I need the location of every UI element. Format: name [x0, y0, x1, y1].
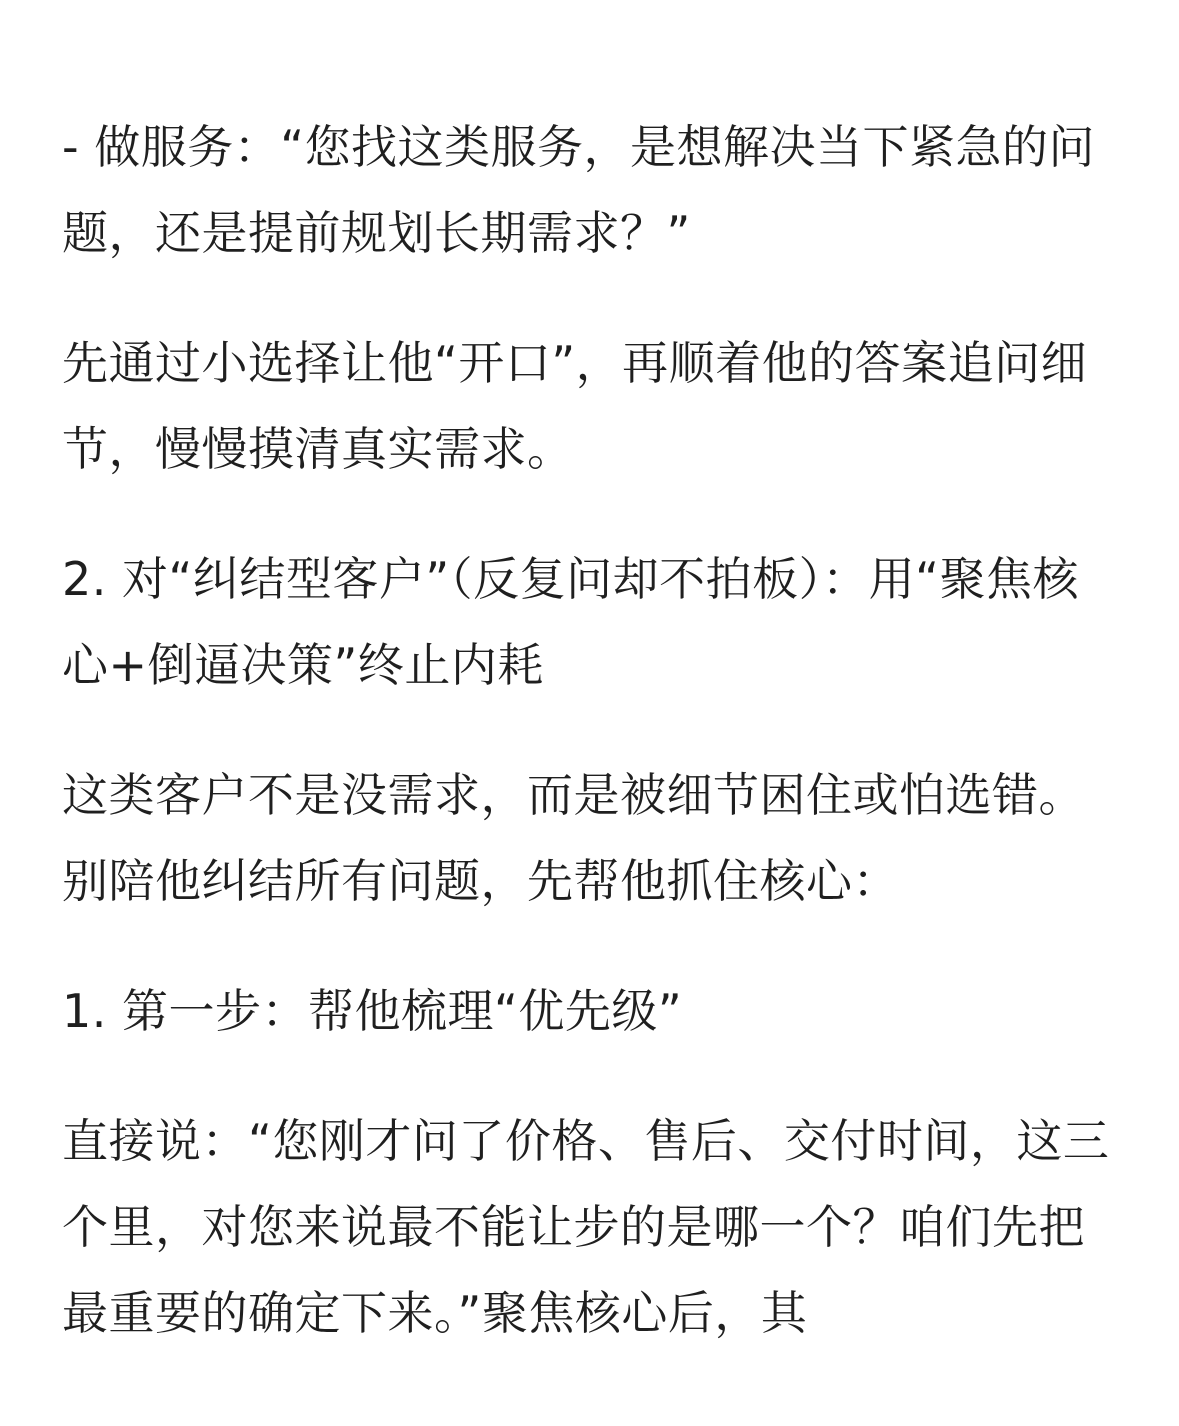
- paragraph-hesitant-client: 这类客户不是没需求，而是被细节困住或怕选错。别陪他纠结所有问题，先帮他抓住核心：: [62, 768, 1085, 908]
- paragraph-direct-question: 直接说：“您刚才问了价格、售后、交付时间，这三个里，对您来说最不能让步的是哪一个？咱们先把最重要的确定下来。”聚焦核心后，其: [62, 1114, 1110, 1340]
- paragraph-section-2-heading: 2. 对“纠结型客户”（反复问却不拍板）：用“聚焦核心+倒逼决策”终止内耗: [62, 552, 1080, 692]
- paragraph-step-1-heading: 1. 第一步：帮他梳理“优先级”: [62, 984, 683, 1038]
- paragraph-small-choice: 先通过小选择让他“开口”，再顺着他的答案追问细节，慢慢摸清真实需求。: [62, 336, 1088, 476]
- paragraph-service-question: - 做服务：“您找这类服务，是想解决当下紧急的问题，还是提前规划长期需求？”: [62, 120, 1096, 260]
